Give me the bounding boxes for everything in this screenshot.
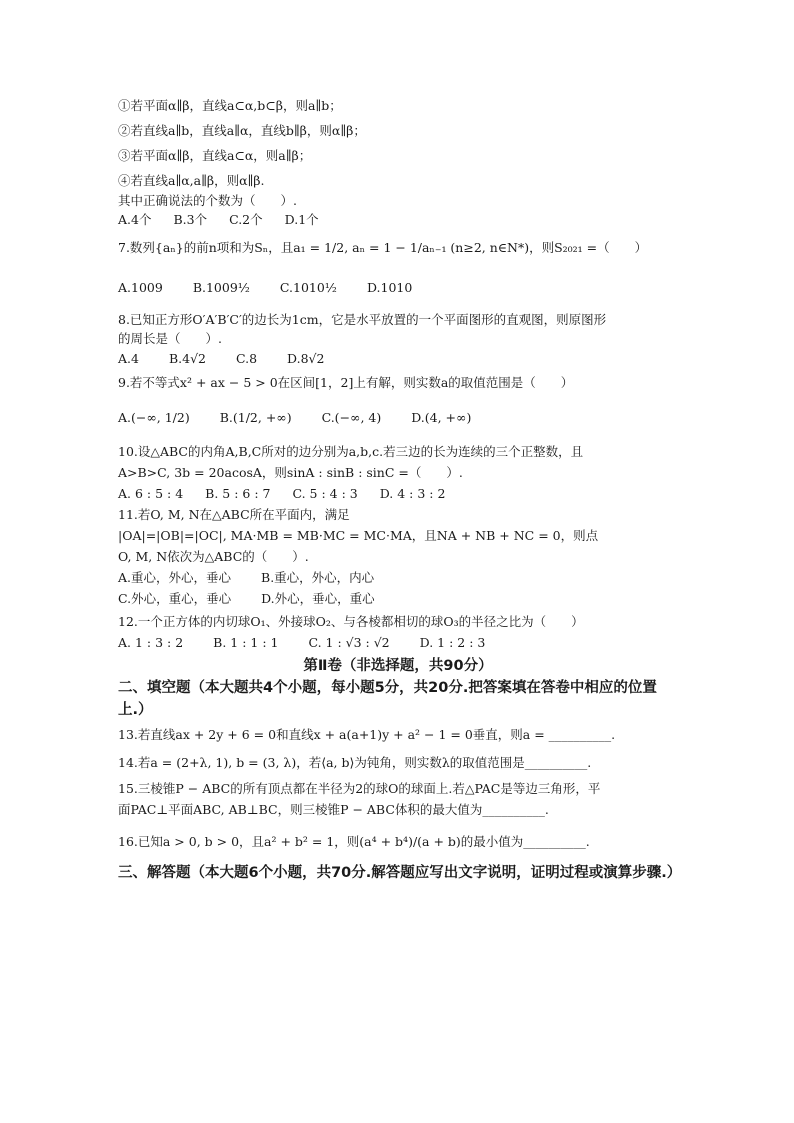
q9-option-b: B.(1/2, +∞) — [219, 410, 292, 425]
q6-question: 其中正确说法的个数为（ ）. — [118, 193, 297, 208]
q10-option-d: D. 4 : 3 : 2 — [379, 486, 446, 501]
q6-option-c: C.2个 — [229, 212, 263, 227]
fill-blank-section-heading: 二、填空题（本大题共4个小题，每小题5分，共20分.把答案填在答卷中相应的位置上.） — [118, 680, 657, 718]
q6-statement-2: ②若直线a∥b，直线a∥α，直线b∥β，则α∥β； — [118, 123, 366, 138]
q7-option-c: C.1010½ — [279, 280, 337, 295]
exam-page — [118, 96, 682, 884]
q7-option-b: B.1009½ — [192, 280, 250, 295]
q9-option-c: C.(−∞, 4) — [321, 410, 382, 425]
q9-option-d: D.(4, +∞) — [411, 410, 472, 425]
q8-option-c: C.8 — [236, 351, 258, 366]
q11-option-a: A.重心，外心，垂心 — [118, 570, 232, 585]
q13: 13.若直线ax + 2y + 6 = 0和直线x + a(a+1)y + a² − 1 = 0垂直，则a = __________. — [118, 727, 616, 742]
q12-option-d: D. 1 : 2 : 3 — [419, 635, 486, 650]
q7-options — [118, 280, 678, 296]
q10-option-a: A. 6 : 5 : 4 — [118, 486, 184, 501]
q8-options — [118, 351, 678, 367]
q11-stem-line2: |OA|=|OB|=|OC|, MA·MB = MB·MC = MC·MA，且NA + NB + NC = 0，则点 — [118, 528, 599, 543]
q9-option-a: A.(−∞, 1/2) — [118, 410, 190, 425]
q8-stem-line2: 的周长是（ ）. — [118, 331, 222, 346]
q7-stem: 7.数列{aₙ}的前n项和为Sₙ，且a₁ = 1/2, aₙ = 1 − 1/aₙ₋₁ (n≥2, n∈N*)，则S₂₀₂₁ =（ ） — [118, 240, 648, 255]
q11-option-c: C.外心，重心，垂心 — [118, 591, 232, 606]
q6-statement-1: ①若平面α∥β，直线a⊂α,b⊂β，则a∥b； — [118, 98, 342, 113]
q10-option-b: B. 5 : 6 : 7 — [205, 486, 271, 501]
q7-option-d: D.1010 — [366, 280, 413, 295]
q8-option-b: B.4√2 — [168, 351, 206, 366]
q8-option-d: D.8√2 — [287, 351, 325, 366]
q11-stem-line1: 11.若O, M, N在△ABC所在平面内，满足 — [118, 507, 350, 522]
q14: 14.若a = (2+λ, 1), b = (3, λ)，若⟨a, b⟩为钝角，则实数λ的取值范围是__________. — [118, 755, 592, 770]
q10-stem-line2: A>B>C, 3b = 20acosA，则sinA : sinB : sinC =（ ）. — [118, 465, 463, 480]
q16: 16.已知a > 0, b > 0，且a² + b² = 1，则(a⁴ + b⁴)/(a + b)的最小值为__________. — [118, 834, 590, 849]
q10-option-c: C. 5 : 4 : 3 — [292, 486, 358, 501]
solve-section-heading: 三、解答题（本大题6个小题，共70分.解答题应写出文字说明，证明过程或演算步骤.） — [118, 865, 682, 881]
q8-stem-line1: 8.已知正方形O′A′B′C′的边长为1cm，它是水平放置的一个平面图形的直观图，则原图形 — [118, 312, 607, 327]
q11-option-b: B.重心，外心，内心 — [261, 570, 375, 585]
q11-options-row2 — [118, 591, 678, 607]
q6-statement-3: ③若平面α∥β，直线a⊂α，则a∥β； — [118, 148, 312, 163]
q6-options — [118, 212, 678, 228]
volume-2-title: 第Ⅱ卷（非选择题，共90分） — [303, 658, 493, 674]
q15-line2: 面PAC⊥平面ABC, AB⊥BC，则三棱锥P − ABC体积的最大值为__________. — [118, 802, 549, 817]
q6-option-d: D.1个 — [284, 212, 319, 227]
q9-stem: 9.若不等式x² + ax − 5 > 0在区间[1，2]上有解，则实数a的取值范围是（ ） — [118, 375, 574, 390]
q12-options — [118, 635, 678, 651]
q7-option-a: A.1009 — [118, 280, 163, 295]
q9-options — [118, 410, 678, 426]
q11-options-row1 — [118, 570, 678, 586]
q12-stem: 12.一个正方体的内切球O₁、外接球O₂、与各棱都相切的球O₃的半径之比为（ ） — [118, 614, 584, 629]
q10-stem-line1: 10.设△ABC的内角A,B,C所对的边分别为a,b,c.若三边的长为连续的三个正整数，且 — [118, 444, 584, 459]
q11-stem-line3: O, M, N依次为△ABC的（ ）. — [118, 549, 309, 564]
q6-option-a: A.4个 — [118, 212, 152, 227]
q6-statement-4: ④若直线a∥α,a∥β，则α∥β. — [118, 173, 265, 188]
q15-line1: 15.三棱锥P − ABC的所有顶点都在半径为2的球O的球面上.若△PAC是等边三角形，平 — [118, 781, 601, 796]
q8-option-a: A.4 — [118, 351, 139, 366]
q12-option-a: A. 1 : 3 : 2 — [118, 635, 184, 650]
q10-options — [118, 486, 678, 502]
q11-option-d: D.外心，垂心，重心 — [261, 591, 375, 606]
q12-option-b: B. 1 : 1 : 1 — [213, 635, 279, 650]
q12-option-c: C. 1 : √3 : √2 — [308, 635, 390, 650]
q6-option-b: B.3个 — [173, 212, 208, 227]
